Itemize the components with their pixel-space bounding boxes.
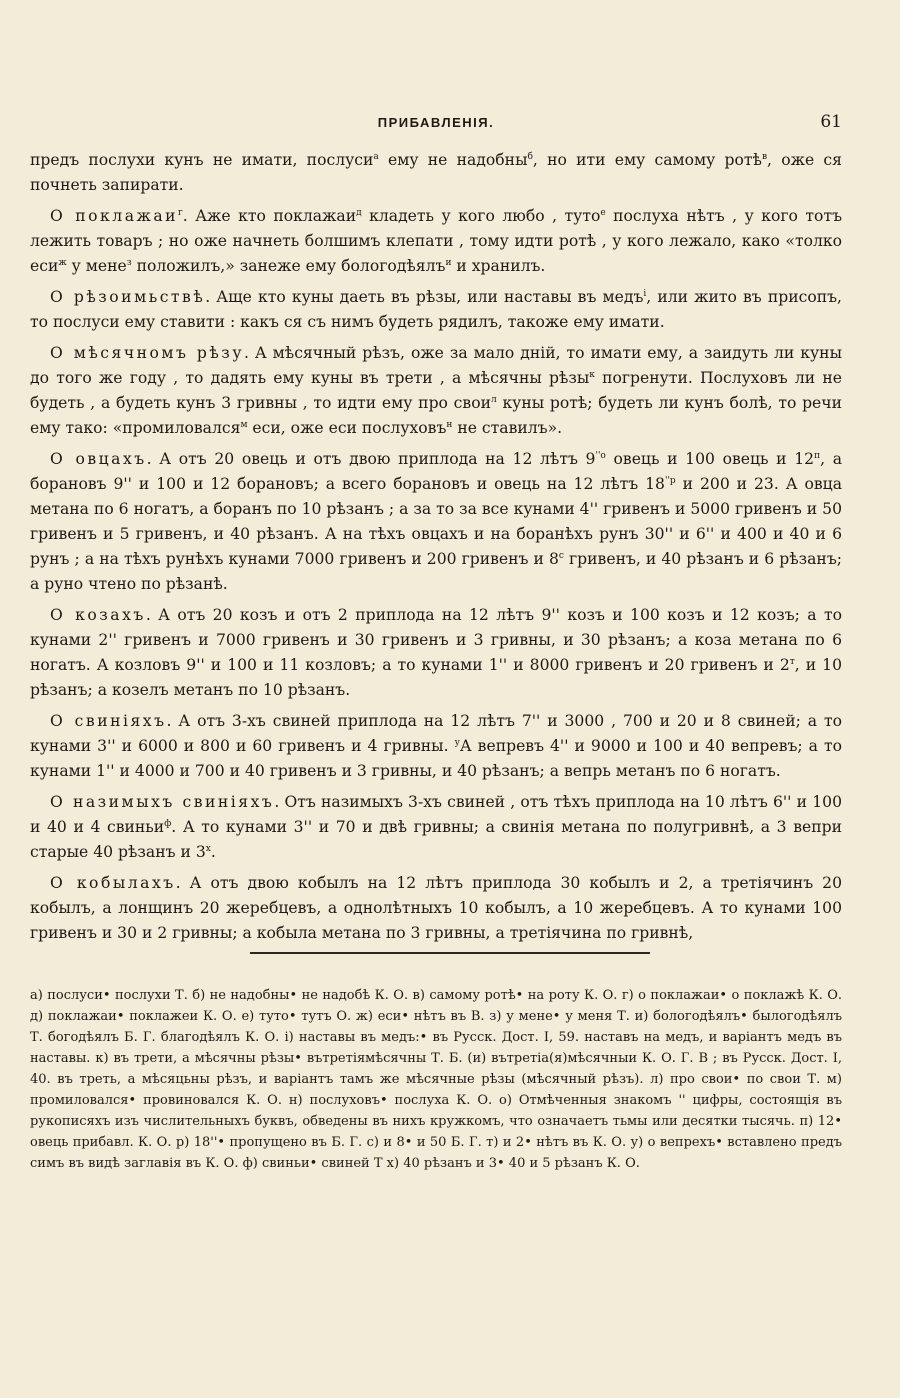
section-lead: О назимыхъ свиніяхъ [50,793,275,811]
paragraph-nazimykh-sviniyakh: О назимыхъ свиніяхъ. Отъ назимыхъ 3-хъ свиней , отъ тѣхъ приплода на 10 лѣтъ 6'' и 100 и 40 и 4 свиньи$^ф$. А то кунами 3'' и 70 и двѣ гривны; а свинія метана по полугривнѣ, а 3 вепри старые 40 рѣзанъ и $3^х$. [30,793,843,861]
paragraph-ovtsakh: О овцахъ. А отъ 20 овець и отъ двою приплода на 12 лѣтъ $9^{''о}$ овець и 100 овець и $12^п$, а борановъ 9'' и 100 и 12 борановъ; а всего борановъ и овець на 12 лѣтъ $18^{''р}$ и 200 и 23. А овца метана по 6 ногатъ, а боранъ по 10 рѣзанъ ; а за то за все кунами 4'' гривенъ и 5000 гривенъ и 50 гривенъ и 5 гривенъ, и 40 рѣзанъ. А на тѣхъ овцахъ и на боранѣхъ рунъ 30'' и 6'' и 400 и 40 и 6 рунъ ; а на тѣхъ рунѣхъ кунами 7000 гривенъ и 200 гривенъ и $8^с$ гривенъ, и 40 рѣзанъ и 6 рѣзанъ; а руно чтено по рѣзанѣ. [30,450,843,593]
section-lead: О мѣсячномъ рѣзу [50,344,244,362]
footnote-divider [250,952,650,954]
section-lead: О рѣзоимьствѣ [50,288,206,306]
section-lead: О козахъ [50,606,146,624]
running-head: ПРИБАВЛЕНІЯ. [377,115,495,130]
footnotes [30,985,842,1174]
section-lead: О свиніяхъ [50,712,167,730]
footnote-text: а) послуси• послухи Т. б) не надобны• не надобѣ К. О. в) самому ротѣ• на роту К. О. г) о поклажаи• о поклажѣ К. О. д) поклажаи• поклажеи К. О. е) туто• тутъ О. ж) еси• нѣтъ въ В. з) у мене• у меня Т. и) бологодѣялъ• былогодѣялъ Т. богодѣялъ Б. Г. благодѣялъ К. О. і) наставы въ медъ:• въ Русск. Дост. I, 59. наставъ на медъ, и варіантъ медъ въ наставы. к) въ трети, а мѣсячны рѣзы• вътретіямѣсячны Т. Б. (и) вътретіа(я)мѣсячныи К. О. Г. В ; въ Русск. Дост. I, 40. въ треть, а мѣсяцьны рѣзъ, и варіантъ тамъ же мѣсячные рѣзы (мѣсячный рѣзъ). л) про свои• по свои Т. м) промиловался• провиновался К. О. н) послуховъ• послуха К. О. о) Отмѣченныя знакомъ '' цифры, состоящія въ рукописяхъ изъ числительныхъ буквъ, обведены въ нихъ кружкомъ, что означаетъ тьмы или десятки тысячь. п) 12• овець прибавл. К. О. р) 18''• пропущено въ Б. Г. с) и 8• и 50 Б. Г. т) и 2• нѣтъ въ К. О. у) о вепрехъ• вставлено предъ симъ въ видѣ заглавія въ К. О. ф) свиньи• свиней Т х) 40 рѣзанъ и 3• 40 и 5 рѣзанъ К. О. [30,988,842,1171]
body-text [30,148,842,952]
section-lead: О поклажаи [50,207,179,225]
paragraph-kobylakh: О кобылахъ. А отъ двою кобылъ на 12 лѣтъ приплода 30 кобылъ и 2, а третіячинъ 20 кобылъ, а лонщинъ 20 жеребцевъ, а однолѣтныхъ 10 кобылъ, а 10 жеребцевъ. А то кунами 100 гривенъ и 30 и 2 гривны; а кобыла метана по 3 гривны, а третіячина по гривнѣ, [30,874,842,942]
paragraph-mesyachnom-rezu: О мѣсячномъ рѣзу. А мѣсячный рѣзъ, оже за мало днiй, то имати ему, а заидуть ли куны до того же году , то дадять ему куны въ трети , а мѣсячны рѣзы$^к$ погренути. Послуховъ ли не будеть , а будеть кунъ 3 гривны , то идти ему про свои$^л$ куны ротѣ; будеть ли кунъ болѣ, то речи ему тако: «промиловался$^м$ еси, оже еси послуховъ$^н$ не ставилъ». [30,344,842,437]
paragraph-kozakh: О козахъ. А отъ 20 козъ и отъ 2 приплода на 12 лѣтъ 9'' козъ и 100 козъ и 12 козъ; а то кунами 2'' гривенъ и 7000 гривенъ и 30 гривенъ и 3 гривны, и 30 рѣзанъ; а коза метана по 6 ногатъ. А козловъ 9'' и 100 и 11 козловъ; а то кунами 1'' и 8000 гривенъ и 20 гривенъ и $2^т$, и 10 рѣзанъ; а козелъ метанъ по 10 рѣзанъ. [30,606,842,699]
paragraph-sviniyakh: О свиніяхъ. А отъ 3-хъ свиней приплода на 12 лѣтъ 7'' и 3000 , 700 и 20 и 8 свиней; а то кунами 3'' и 6000 и 800 и 60 гривенъ и 4 гривны. $^у$А вепревъ 4'' и 9000 и 100 и 40 вепревъ; а то кунами 1'' и 4000 и 700 и 40 гривенъ и 3 гривны, и 40 рѣзанъ; а вепрь метанъ по 6 ногатъ. [30,712,842,780]
page-number: 61 [820,112,842,132]
section-lead: О овцахъ [50,450,147,468]
paragraph-rezoimstve: О рѣзоимьствѣ. Аще кто куны даеть въ рѣзы, или наставы въ медъ$^і$, или жито въ присопъ, то послуси ему ставити : какъ ся съ нимъ будеть рядилъ, такоже ему имати. [30,288,843,331]
paragraph-continuation: предъ послухи кунъ не имати, послуси$^а$ ему не надобны$^б$, но ити ему самому ротѣ$^в$, оже ся почнеть запирати. [30,151,842,194]
section-lead: О кобылахъ [50,874,176,892]
paragraph-poklazhai: О поклажаи$^г$. Аже кто поклажаи$^д$ кладеть у кого любо , туто$^е$ послуха нѣтъ , у кого тотъ лежить товаръ ; но оже начнеть болшимъ клепати , тому идти ротѣ , у кого лежало, како «толко еси$^ж$ у мене$^з$ положилъ,» занеже ему бологодѣялъ$^и$ и хранилъ. [30,207,842,275]
page-header [30,112,842,139]
